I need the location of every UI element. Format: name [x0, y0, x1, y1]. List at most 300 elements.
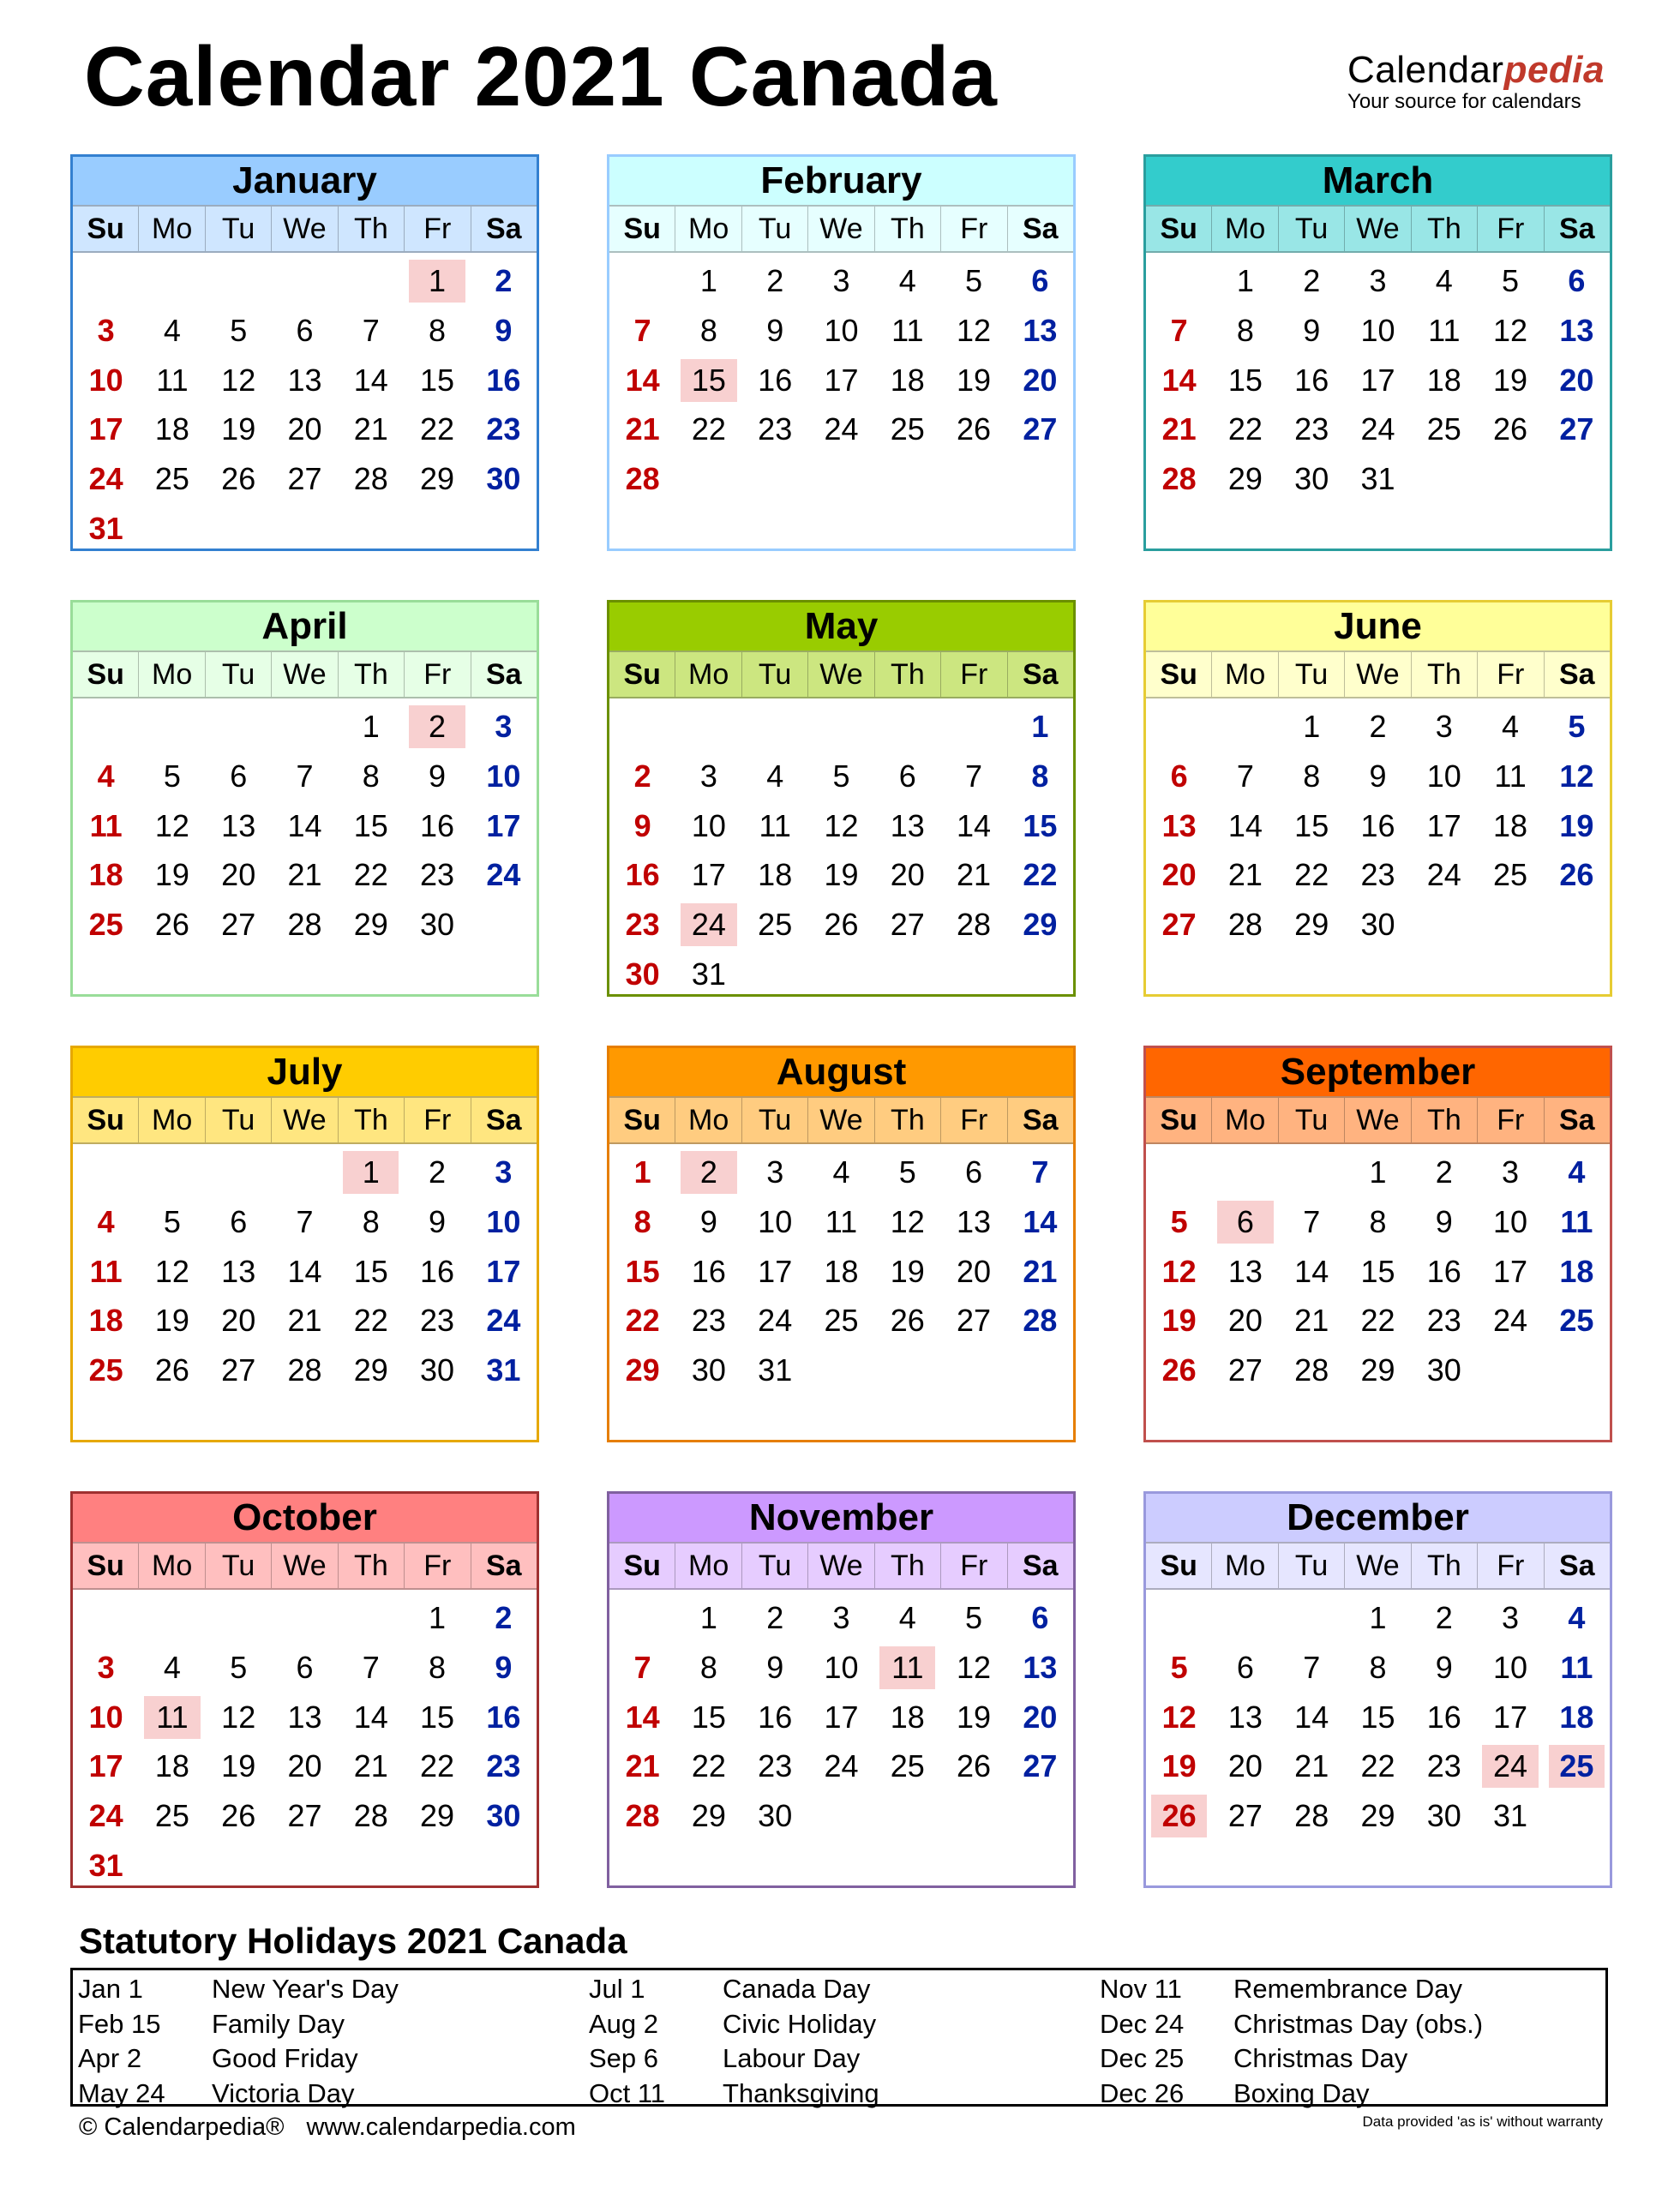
day-cell: 23 — [486, 411, 521, 447]
logo-wordmark: Calendarpedia — [1347, 49, 1605, 91]
holiday-row — [589, 2077, 1095, 2112]
day-cell: 11 — [891, 312, 924, 348]
day-cell: 14 — [287, 1253, 322, 1289]
day-cell: 23 — [758, 1748, 793, 1784]
logo-tagline: Your source for calendars — [1347, 90, 1581, 113]
weekday-label: We — [807, 652, 873, 697]
day-cell: 13 — [221, 1253, 256, 1289]
day-cell: 9 — [766, 1649, 784, 1685]
day-cell: 15 — [353, 1253, 388, 1289]
day-cell: 23 — [1426, 1303, 1461, 1339]
day-cell: 5 — [163, 758, 181, 794]
holiday-name: Boxing Day — [1233, 2077, 1370, 2108]
holiday-day-cell: 6 — [1217, 1201, 1273, 1244]
holiday-date: Aug 2 — [589, 2008, 659, 2039]
weekday-label: Fr — [404, 652, 470, 697]
day-cell: 19 — [1161, 1748, 1197, 1784]
day-cell: 3 — [766, 1154, 784, 1190]
day-cell: 29 — [353, 1352, 388, 1388]
month-10 — [607, 1491, 1076, 1888]
day-cell: 27 — [287, 1798, 322, 1834]
day-cell: 30 — [758, 1798, 793, 1834]
day-cell: 8 — [699, 312, 717, 348]
day-cell: 8 — [362, 758, 380, 794]
day-cell: 18 — [1559, 1253, 1594, 1289]
day-cell: 27 — [287, 461, 322, 497]
day-grid — [609, 1590, 1073, 1841]
empty-cell — [277, 1597, 333, 1640]
month-9 — [70, 1491, 539, 1888]
calendarpedia-logo[interactable] — [1347, 51, 1605, 113]
day-cell: 19 — [824, 857, 859, 893]
empty-cell — [277, 1151, 333, 1194]
holiday-day-cell: 2 — [681, 1151, 736, 1194]
weekday-label: We — [1344, 1098, 1410, 1142]
holiday-date: Nov 11 — [1100, 1974, 1182, 2004]
day-cell: 28 — [1161, 461, 1197, 497]
empty-cell — [78, 705, 134, 748]
day-cell: 11 — [89, 1253, 123, 1289]
empty-cell — [681, 705, 736, 748]
weekday-label: Sa — [1544, 1544, 1610, 1588]
day-cell: 20 — [1023, 362, 1058, 398]
weekday-label: Th — [874, 652, 940, 697]
weekday-label: We — [807, 207, 873, 251]
day-cell: 4 — [97, 1203, 115, 1239]
day-cell: 11 — [825, 1203, 858, 1239]
day-cell: 2 — [766, 263, 784, 298]
day-cell: 16 — [486, 362, 521, 398]
day-cell: 22 — [691, 411, 726, 447]
weekday-label: Th — [874, 207, 940, 251]
weekday-label: Fr — [940, 207, 1006, 251]
day-cell: 22 — [1360, 1748, 1395, 1784]
empty-cell — [1284, 1597, 1340, 1640]
day-cell: 5 — [832, 758, 850, 794]
weekday-label: Tu — [205, 1544, 271, 1588]
day-cell: 8 — [429, 1649, 447, 1685]
day-cell: 16 — [691, 1253, 726, 1289]
empty-cell — [1151, 1151, 1207, 1194]
day-cell: 4 — [1568, 1154, 1586, 1190]
day-cell: 23 — [691, 1303, 726, 1339]
day-cell: 2 — [1369, 709, 1387, 744]
day-cell: 9 — [699, 1203, 717, 1239]
empty-cell — [144, 1597, 200, 1640]
holiday-day-cell: 2 — [409, 705, 465, 748]
day-cell: 27 — [221, 1352, 256, 1388]
day-cell: 30 — [1426, 1352, 1461, 1388]
day-cell: 8 — [633, 1203, 651, 1239]
day-cell: 5 — [1502, 263, 1520, 298]
month-name: January — [73, 157, 537, 205]
day-cell: 14 — [1023, 1203, 1058, 1239]
day-cell: 8 — [1369, 1203, 1387, 1239]
day-cell: 3 — [699, 758, 717, 794]
holiday-row — [1100, 1972, 1605, 2007]
day-cell: 20 — [287, 1748, 322, 1784]
holiday-date: Feb 15 — [78, 2008, 161, 2039]
holidays-column — [73, 1970, 584, 2108]
day-cell: 9 — [1303, 312, 1321, 348]
day-cell: 16 — [486, 1699, 521, 1735]
weekday-header — [609, 1096, 1073, 1144]
day-cell: 2 — [633, 758, 651, 794]
day-cell: 21 — [353, 411, 388, 447]
weekday-label: Tu — [1278, 1544, 1344, 1588]
day-cell: 3 — [97, 312, 115, 348]
day-cell: 27 — [1559, 411, 1594, 447]
day-cell: 12 — [1493, 312, 1528, 348]
day-cell: 5 — [1170, 1203, 1188, 1239]
month-name: February — [609, 157, 1073, 205]
day-cell: 22 — [420, 411, 455, 447]
weekday-label: Su — [1160, 1104, 1197, 1136]
day-cell: 28 — [287, 907, 322, 943]
day-cell: 23 — [1294, 411, 1329, 447]
holiday-row — [1100, 2077, 1605, 2112]
day-cell: 7 — [1303, 1649, 1321, 1685]
day-cell: 10 — [88, 1699, 123, 1735]
weekday-label: Fr — [1477, 1098, 1543, 1142]
day-cell: 30 — [625, 956, 660, 992]
month-name: July — [73, 1048, 537, 1096]
day-cell: 25 — [88, 1352, 123, 1388]
day-cell: 29 — [1227, 461, 1263, 497]
holiday-row — [78, 1972, 584, 2007]
day-cell: 19 — [1559, 807, 1594, 843]
day-cell: 21 — [353, 1748, 388, 1784]
empty-cell — [211, 705, 267, 748]
page-title: Calendar 2021 Canada — [84, 29, 998, 123]
day-cell: 26 — [154, 907, 189, 943]
day-cell: 15 — [353, 807, 388, 843]
day-cell: 15 — [420, 1699, 455, 1735]
day-cell: 17 — [486, 1253, 521, 1289]
day-cell: 25 — [154, 1798, 189, 1834]
holiday-day-cell: 24 — [681, 903, 736, 946]
day-cell: 13 — [1227, 1699, 1263, 1735]
day-cell: 17 — [88, 1748, 123, 1784]
day-cell: 4 — [163, 1649, 181, 1685]
day-cell: 6 — [296, 312, 314, 348]
weekday-label: Fr — [404, 207, 470, 251]
day-cell: 21 — [1294, 1303, 1329, 1339]
day-cell: 3 — [832, 1600, 850, 1635]
weekday-header — [609, 1542, 1073, 1590]
day-cell: 17 — [486, 807, 521, 843]
empty-cell — [1217, 1597, 1273, 1640]
day-cell: 11 — [1560, 1649, 1593, 1685]
day-cell: 23 — [420, 857, 455, 893]
day-cell: 9 — [1369, 758, 1387, 794]
day-cell: 27 — [221, 907, 256, 943]
day-cell: 29 — [1023, 907, 1058, 943]
day-cell: 14 — [1294, 1253, 1329, 1289]
month-name: April — [73, 602, 537, 650]
month-0 — [70, 154, 539, 551]
weekday-label: Sa — [1007, 1544, 1073, 1588]
weekday-label: Su — [87, 1104, 124, 1136]
day-cell: 26 — [1161, 1352, 1197, 1388]
day-cell: 3 — [495, 709, 513, 744]
day-cell: 29 — [1294, 907, 1329, 943]
day-cell: 23 — [420, 1303, 455, 1339]
empty-cell — [1151, 1597, 1207, 1640]
day-cell: 4 — [1568, 1600, 1586, 1635]
day-cell: 16 — [420, 807, 455, 843]
day-cell: 13 — [1227, 1253, 1263, 1289]
weekday-header — [73, 1542, 537, 1590]
day-cell: 5 — [163, 1203, 181, 1239]
day-cell: 12 — [154, 807, 189, 843]
day-cell: 11 — [1428, 312, 1461, 348]
holiday-name: Remembrance Day — [1233, 1974, 1463, 2004]
day-cell: 13 — [287, 362, 322, 398]
empty-cell — [813, 705, 869, 748]
month-name: May — [609, 602, 1073, 650]
day-cell: 16 — [420, 1253, 455, 1289]
weekday-label: Th — [338, 1544, 404, 1588]
holiday-date: Jan 1 — [78, 1974, 143, 2004]
day-cell: 22 — [353, 857, 388, 893]
day-cell: 17 — [691, 857, 726, 893]
weekday-label: Mo — [138, 207, 204, 251]
weekday-header — [1146, 205, 1610, 253]
day-cell: 5 — [965, 1600, 983, 1635]
day-cell: 2 — [429, 1154, 447, 1190]
day-cell: 27 — [1161, 907, 1197, 943]
day-cell: 27 — [1227, 1352, 1263, 1388]
weekday-label: Tu — [741, 1544, 807, 1588]
day-cell: 2 — [766, 1600, 784, 1635]
weekday-label: Fr — [1477, 207, 1543, 251]
day-cell: 18 — [1559, 1699, 1594, 1735]
day-cell: 4 — [163, 312, 181, 348]
website-link[interactable]: www.calendarpedia.com — [306, 2113, 576, 2141]
day-cell: 22 — [691, 1748, 726, 1784]
weekday-label: Fr — [940, 1098, 1006, 1142]
day-cell: 20 — [890, 857, 925, 893]
day-cell: 1 — [699, 1600, 717, 1635]
weekday-label: Mo — [675, 207, 741, 251]
day-cell: 16 — [625, 857, 660, 893]
empty-cell — [277, 705, 333, 748]
holiday-date: Sep 6 — [589, 2043, 659, 2073]
day-cell: 25 — [824, 1303, 859, 1339]
day-cell: 8 — [362, 1203, 380, 1239]
empty-cell — [211, 1597, 267, 1640]
day-cell: 24 — [1360, 411, 1395, 447]
disclaimer: Data provided 'as is' without warranty — [1362, 2113, 1603, 2130]
day-cell: 24 — [824, 1748, 859, 1784]
day-cell: 26 — [957, 1748, 992, 1784]
month-8 — [1143, 1046, 1612, 1442]
day-cell: 15 — [1227, 362, 1263, 398]
day-cell: 25 — [88, 907, 123, 943]
day-cell: 12 — [1161, 1699, 1197, 1735]
day-cell: 20 — [957, 1253, 992, 1289]
month-name: September — [1146, 1048, 1610, 1096]
day-cell: 27 — [890, 907, 925, 943]
day-cell: 2 — [1435, 1600, 1453, 1635]
day-cell: 9 — [495, 1649, 513, 1685]
day-cell: 29 — [353, 907, 388, 943]
weekday-label: We — [1344, 207, 1410, 251]
weekday-label: Tu — [205, 207, 271, 251]
holiday-row — [589, 1972, 1095, 2007]
weekday-label: Mo — [138, 652, 204, 697]
day-cell: 21 — [1161, 411, 1197, 447]
day-cell: 29 — [691, 1798, 726, 1834]
day-cell: 16 — [1426, 1253, 1461, 1289]
day-cell: 18 — [88, 857, 123, 893]
holiday-name: Canada Day — [723, 1974, 871, 2004]
day-cell: 5 — [1170, 1649, 1188, 1685]
weekday-label: Su — [623, 213, 661, 245]
weekday-label: Mo — [138, 1544, 204, 1588]
weekday-label: Th — [338, 1098, 404, 1142]
holiday-row — [1100, 2041, 1605, 2077]
day-cell: 24 — [486, 857, 521, 893]
day-cell: 20 — [1559, 362, 1594, 398]
holiday-day-cell: 26 — [1151, 1795, 1207, 1837]
day-cell: 1 — [1236, 263, 1254, 298]
day-cell: 10 — [486, 758, 521, 794]
day-cell: 7 — [1031, 1154, 1049, 1190]
day-cell: 22 — [353, 1303, 388, 1339]
day-cell: 25 — [758, 907, 793, 943]
day-cell: 8 — [1369, 1649, 1387, 1685]
day-cell: 2 — [1435, 1154, 1453, 1190]
holiday-day-cell: 11 — [879, 1646, 935, 1689]
month-name: June — [1146, 602, 1610, 650]
holiday-name: Victoria Day — [212, 2077, 355, 2108]
day-cell: 17 — [824, 362, 859, 398]
empty-cell — [78, 260, 134, 303]
empty-cell — [747, 705, 803, 748]
day-cell: 29 — [625, 1352, 660, 1388]
day-cell: 28 — [287, 1352, 322, 1388]
day-cell: 24 — [824, 411, 859, 447]
month-7 — [607, 1046, 1076, 1442]
month-4 — [607, 600, 1076, 997]
day-cell: 18 — [824, 1253, 859, 1289]
empty-cell — [945, 705, 1001, 748]
day-cell: 30 — [1426, 1798, 1461, 1834]
weekday-label: Tu — [741, 1098, 807, 1142]
holiday-row — [589, 2041, 1095, 2077]
day-cell: 18 — [1426, 362, 1461, 398]
day-cell: 20 — [1161, 857, 1197, 893]
day-cell: 19 — [890, 1253, 925, 1289]
day-grid — [73, 1590, 537, 1891]
weekday-label: Tu — [1278, 652, 1344, 697]
day-cell: 30 — [691, 1352, 726, 1388]
empty-cell — [615, 705, 670, 748]
holiday-day-cell: 11 — [144, 1696, 200, 1739]
day-cell: 4 — [1435, 263, 1453, 298]
day-cell: 3 — [1369, 263, 1387, 298]
day-cell: 16 — [758, 1699, 793, 1735]
day-cell: 11 — [1494, 758, 1527, 794]
day-cell: 7 — [965, 758, 983, 794]
day-cell: 20 — [1023, 1699, 1058, 1735]
day-cell: 23 — [486, 1748, 521, 1784]
holiday-name: Good Friday — [212, 2043, 358, 2073]
day-grid — [73, 1144, 537, 1395]
holiday-date: Jul 1 — [589, 1974, 645, 2004]
day-cell: 8 — [699, 1649, 717, 1685]
day-cell: 14 — [625, 1699, 660, 1735]
day-cell: 3 — [1502, 1154, 1520, 1190]
holiday-row — [78, 2077, 584, 2112]
day-cell: 13 — [957, 1203, 992, 1239]
day-cell: 27 — [957, 1303, 992, 1339]
day-cell: 23 — [1360, 857, 1395, 893]
day-cell: 5 — [898, 1154, 916, 1190]
day-cell: 17 — [758, 1253, 793, 1289]
day-cell: 24 — [486, 1303, 521, 1339]
weekday-label: Mo — [138, 1098, 204, 1142]
empty-cell — [1284, 1151, 1340, 1194]
day-grid — [73, 253, 537, 554]
day-cell: 3 — [1435, 709, 1453, 744]
weekday-label: Tu — [741, 652, 807, 697]
weekday-label: Su — [1160, 1550, 1197, 1582]
day-cell: 12 — [221, 1699, 256, 1735]
day-cell: 6 — [898, 758, 916, 794]
holiday-day-cell: 15 — [681, 359, 736, 402]
day-cell: 9 — [1435, 1203, 1453, 1239]
day-cell: 14 — [353, 1699, 388, 1735]
empty-cell — [615, 260, 670, 303]
weekday-label: Sa — [1544, 1098, 1610, 1142]
empty-cell — [144, 260, 200, 303]
day-cell: 20 — [221, 857, 256, 893]
day-cell: 1 — [1031, 709, 1049, 744]
day-cell: 21 — [625, 1748, 660, 1784]
weekday-label: Tu — [741, 207, 807, 251]
day-cell: 17 — [1493, 1699, 1528, 1735]
day-cell: 30 — [1360, 907, 1395, 943]
weekday-label: Fr — [404, 1544, 470, 1588]
day-grid — [1146, 253, 1610, 504]
weekday-header — [73, 205, 537, 253]
day-cell: 28 — [1227, 907, 1263, 943]
day-cell: 26 — [221, 461, 256, 497]
day-cell: 25 — [1426, 411, 1461, 447]
holiday-name: Christmas Day (obs.) — [1233, 2008, 1484, 2039]
day-cell: 7 — [362, 1649, 380, 1685]
day-cell: 30 — [420, 907, 455, 943]
month-6 — [70, 1046, 539, 1442]
holiday-name: Civic Holiday — [723, 2008, 877, 2039]
weekday-label: Su — [623, 1104, 661, 1136]
holiday-row — [78, 2007, 584, 2042]
day-cell: 26 — [221, 1798, 256, 1834]
weekday-label: Fr — [940, 1544, 1006, 1588]
day-cell: 13 — [1559, 312, 1594, 348]
day-cell: 2 — [495, 1600, 513, 1635]
day-cell: 19 — [957, 1699, 992, 1735]
day-cell: 4 — [898, 263, 916, 298]
day-cell: 28 — [625, 1798, 660, 1834]
day-cell: 24 — [88, 461, 123, 497]
month-name: August — [609, 1048, 1073, 1096]
weekday-label: Tu — [1278, 207, 1344, 251]
day-cell: 7 — [296, 758, 314, 794]
